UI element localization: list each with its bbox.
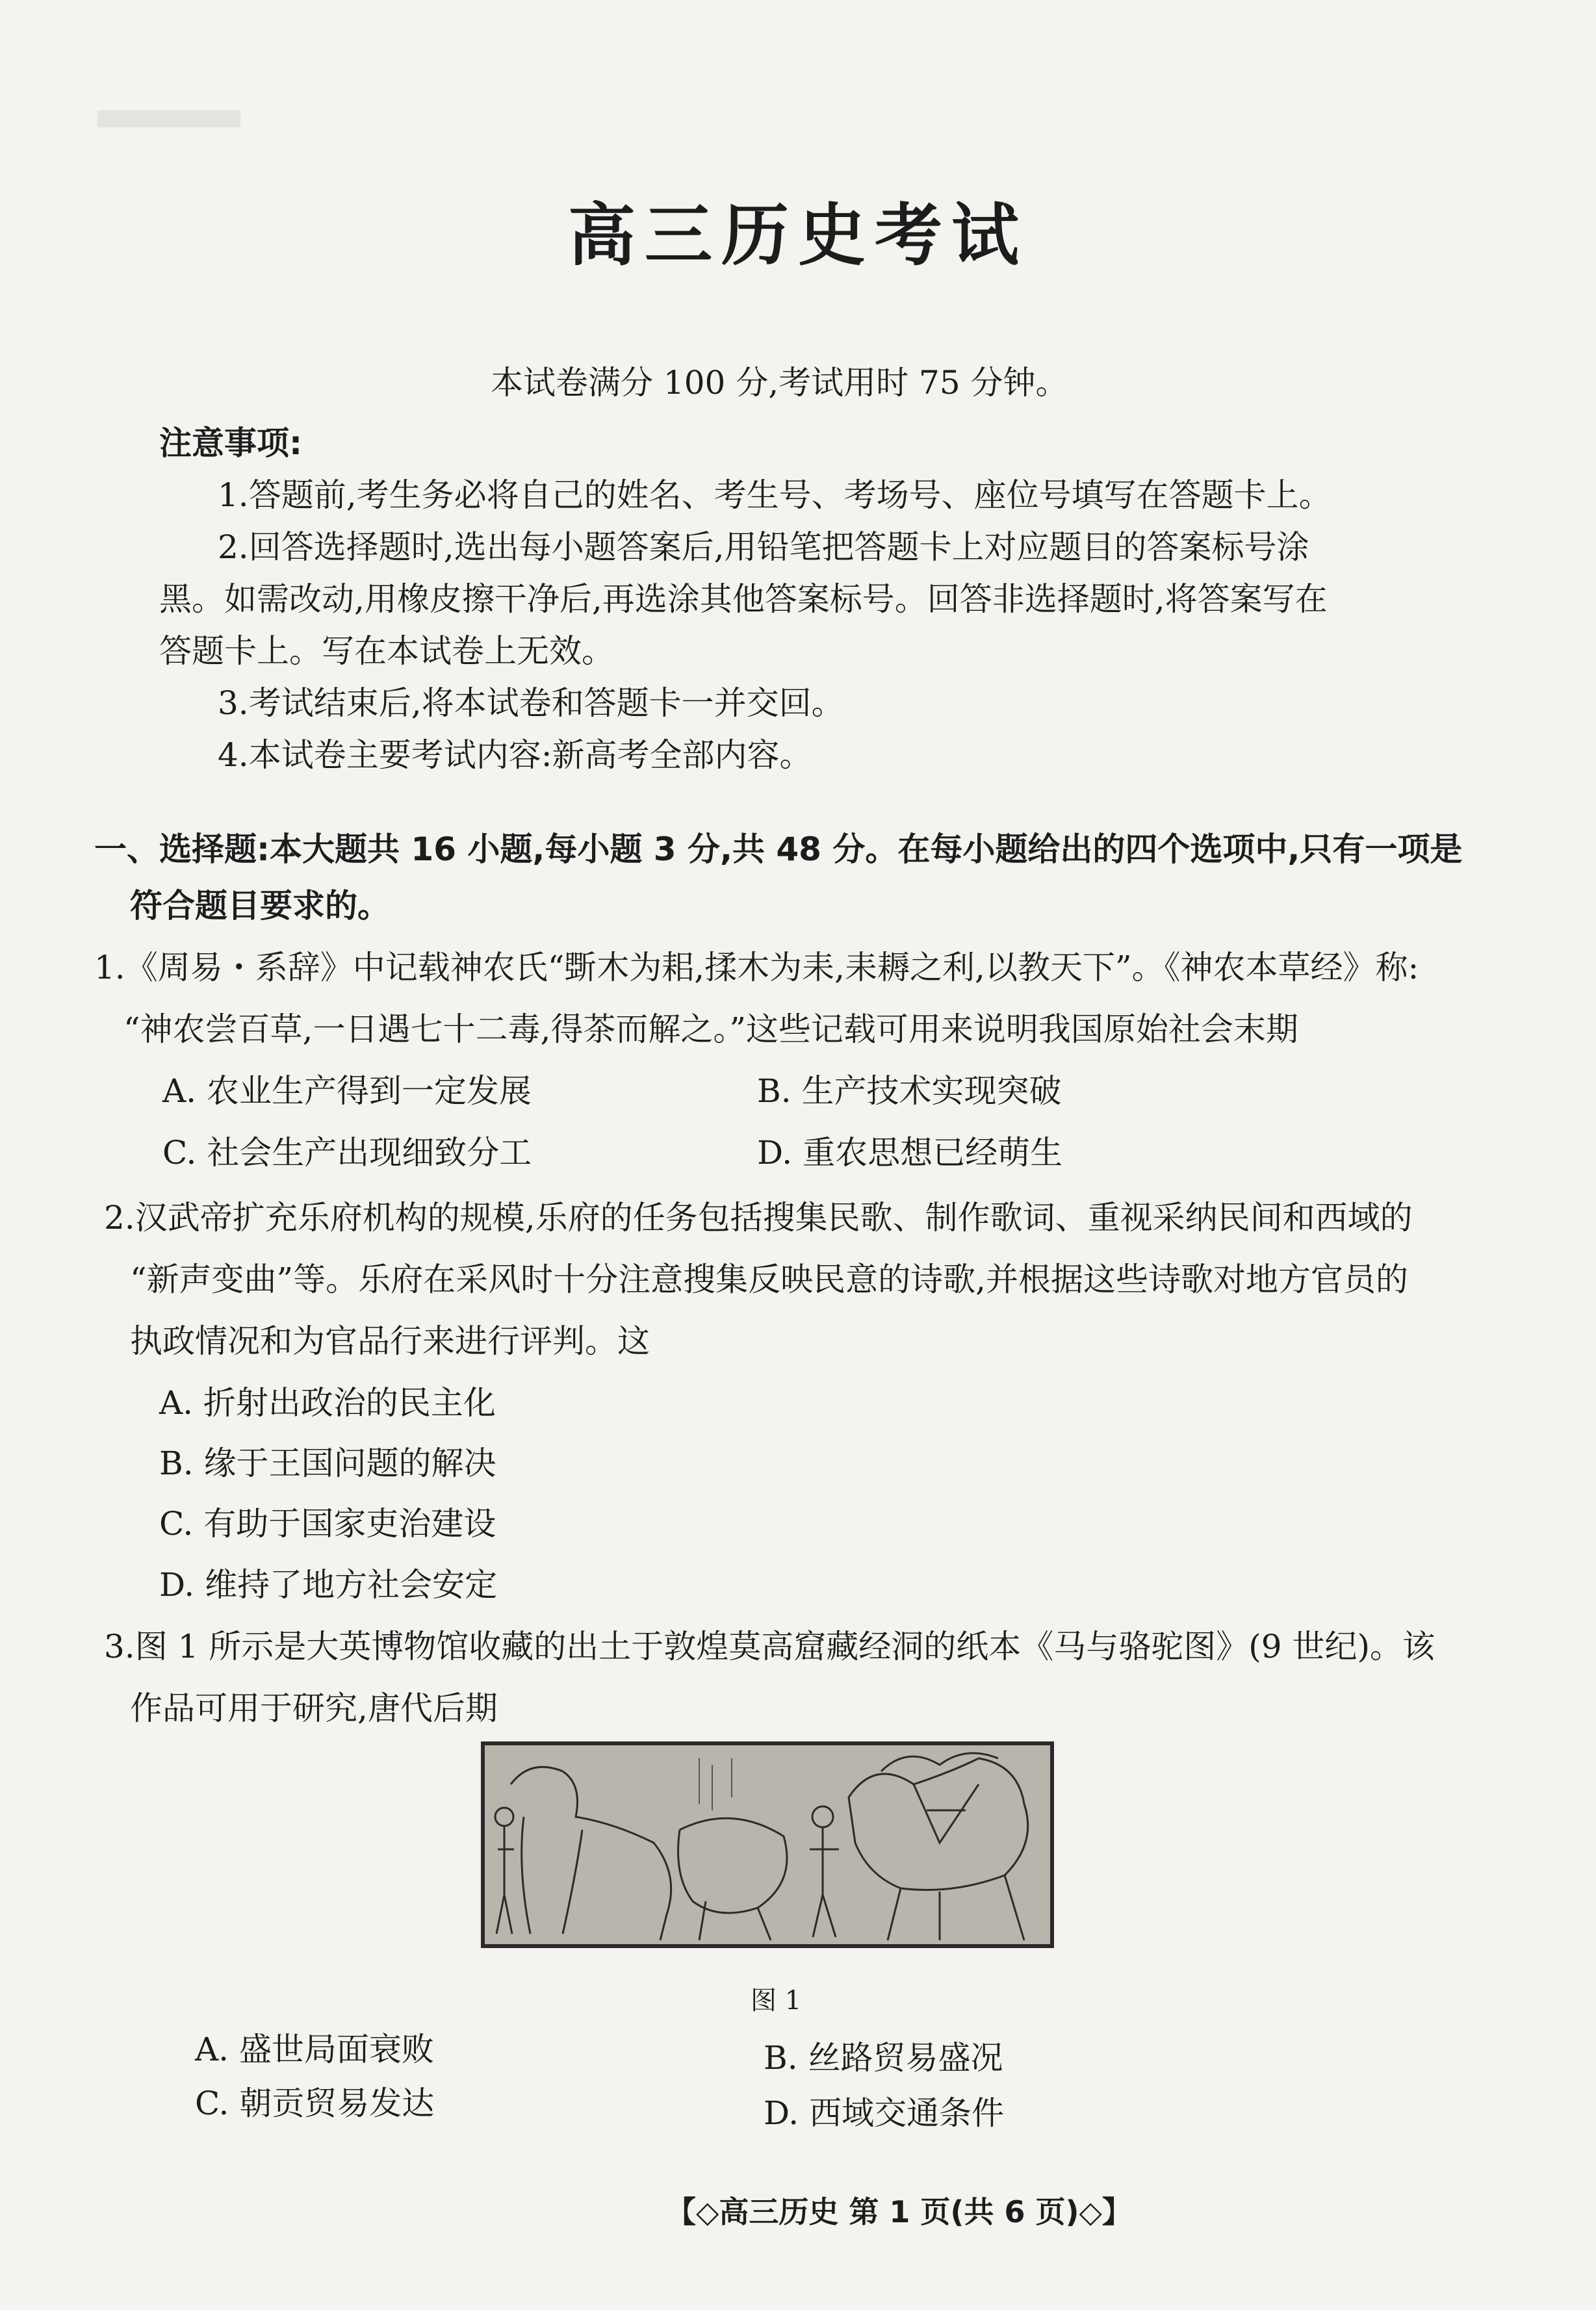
question-1-stem-line-1: 1.《周易・系辞》中记载神农氏“斲木为耜,揉木为耒,耒耨之利,以教天下”。《神农本草经》称:: [94, 949, 1419, 986]
page-footer: 【◇高三历史 第 1 页(共 6 页)◇】: [666, 2194, 1132, 2229]
question-2-stem-line-1: 2.汉武帝扩充乐府机构的规模,乐府的任务包括搜集民歌、制作歌词、重视采纳民间和西域的: [104, 1199, 1413, 1237]
scan-mark: [97, 110, 240, 127]
question-1-option-a: A. 农业生产得到一定发展: [162, 1072, 532, 1110]
notice-item-2-line-3: 答题卡上。写在本试卷上无效。: [159, 632, 614, 670]
question-2-option-c: C. 有助于国家吏治建设: [159, 1505, 496, 1543]
notice-heading: 注意事项:: [159, 424, 302, 462]
question-2-stem-line-2: “新声变曲”等。乐府在采风时十分注意搜集反映民意的诗歌,并根据这些诗歌对地方官员的: [130, 1261, 1409, 1298]
section-1-heading-line-2: 符合题目要求的。: [130, 887, 390, 925]
question-2-option-d: D. 维持了地方社会安定: [159, 1566, 498, 1604]
notice-item-2-line-2: 黑。如需改动,用橡皮擦干净后,再选涂其他答案标号。回答非选择题时,将答案写在: [159, 580, 1328, 618]
horse-and-camel-painting: [481, 1741, 1054, 1948]
question-3-option-d: D. 西域交通条件: [764, 2094, 1005, 2132]
question-1-option-b: B. 生产技术实现突破: [757, 1072, 1062, 1110]
question-2-option-b: B. 缘于王国问题的解决: [159, 1444, 496, 1482]
figure-caption: 图 1: [751, 1986, 802, 2016]
notice-item-1: 1.答题前,考生务必将自己的姓名、考生号、考场号、座位号填写在答题卡上。: [218, 476, 1332, 514]
question-1-stem-line-2: “神农尝百草,一日遇七十二毒,得茶而解之。”这些记载可用来说明我国原始社会末期: [123, 1010, 1298, 1048]
exam-title: 高三历史考试: [567, 196, 1028, 275]
section-1-heading: 一、选择题:本大题共 16 小题,每小题 3 分,共 48 分。在每小题给出的四个选项中,只有一项是: [94, 830, 1463, 868]
exam-intro: 本试卷满分 100 分,考试用时 75 分钟。: [491, 364, 1068, 402]
question-3-stem-line-2: 作品可用于研究,唐代后期: [130, 1689, 498, 1727]
horse-and-camel-sketch: [485, 1745, 1050, 1944]
question-2-stem-line-3: 执政情况和为官品行来进行评判。这: [130, 1322, 650, 1360]
notice-item-4: 4.本试卷主要考试内容:新高考全部内容。: [218, 736, 812, 774]
question-3-option-b: B. 丝路贸易盛况: [764, 2039, 1003, 2077]
question-1-option-c: C. 社会生产出现细致分工: [162, 1134, 532, 1172]
question-2-option-a: A. 折射出政治的民主化: [159, 1384, 496, 1422]
question-3-option-c: C. 朝贡贸易发达: [195, 2085, 435, 2122]
question-3-option-a: A. 盛世局面衰败: [195, 2031, 434, 2068]
notice-item-3: 3.考试结束后,将本试卷和答题卡一并交回。: [218, 684, 844, 722]
question-3-stem-line-1: 3.图 1 所示是大英博物馆收藏的出土于敦煌莫高窟藏经洞的纸本《马与骆驼图》(9 世纪)。该: [104, 1628, 1435, 1665]
question-1-option-d: D. 重农思想已经萌生: [757, 1134, 1063, 1172]
notice-item-2-line-1: 2.回答选择题时,选出每小题答案后,用铅笔把答题卡上对应题目的答案标号涂: [218, 528, 1309, 566]
